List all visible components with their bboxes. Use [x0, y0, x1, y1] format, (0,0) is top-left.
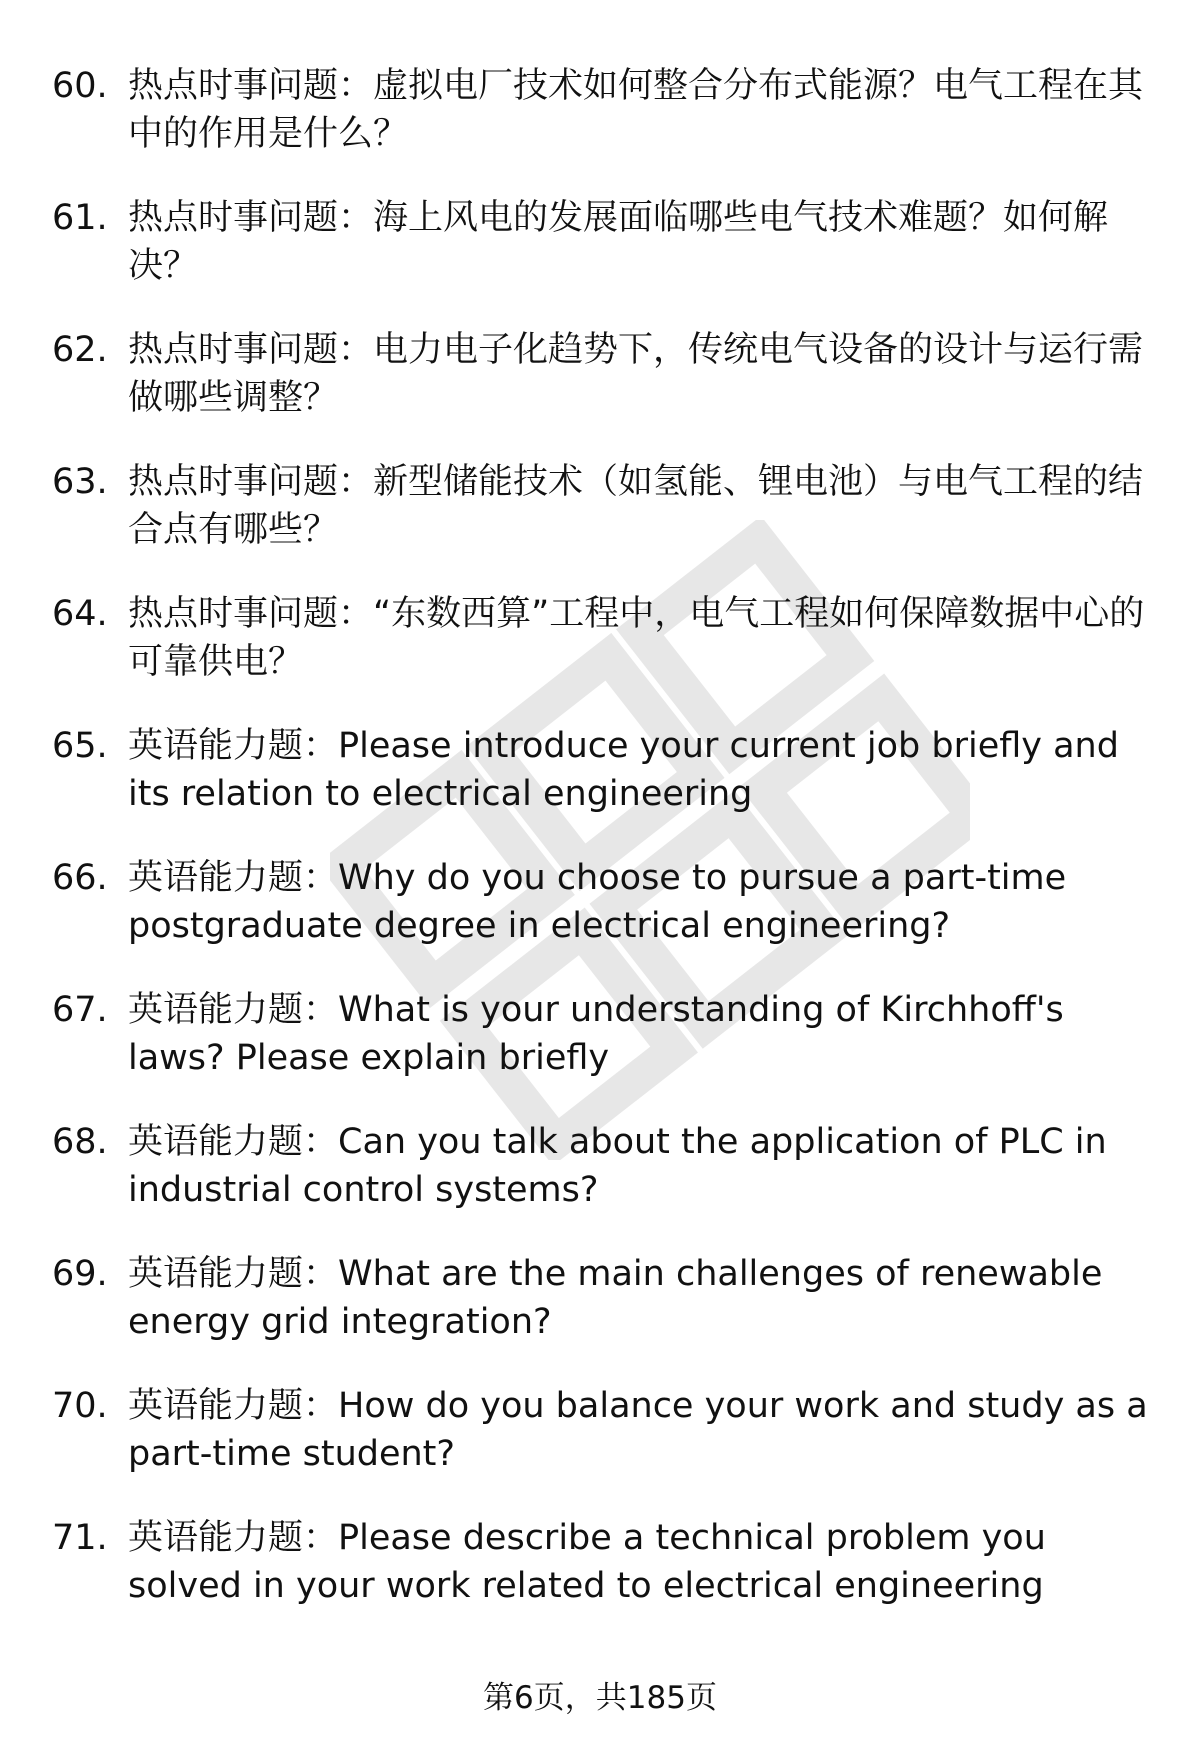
question-number: 66. [52, 858, 108, 898]
question-item [0, 194, 1200, 326]
question-text: 热点时事问题：“东数西算”工程中，电气工程如何保障数据中心的可靠供电？ [128, 594, 1145, 682]
question-text: 热点时事问题：海上风电的发展面临哪些电气技术难题？如何解决？ [128, 198, 1109, 286]
question-item [0, 1382, 1200, 1514]
question-text: 英语能力题：Please describe a technical problem you solved in your work related to electrical engineering [128, 1518, 1046, 1606]
question-text: 热点时事问题：新型储能技术（如氢能、锂电池）与电气工程的结合点有哪些？ [128, 462, 1144, 550]
question-item [0, 1514, 1200, 1646]
question-item [0, 986, 1200, 1118]
question-item [0, 458, 1200, 590]
page-footer: 第6页，共185页 [483, 1680, 717, 1716]
question-item [0, 326, 1200, 458]
question-number: 68. [52, 1122, 108, 1162]
question-number: 63. [52, 462, 108, 502]
question-number: 60. [52, 66, 108, 106]
question-item [0, 722, 1200, 854]
question-number: 71. [52, 1518, 108, 1558]
question-text: 英语能力题：How do you balance your work and study as a part-time student? [128, 1386, 1148, 1474]
question-item [0, 854, 1200, 986]
question-text: 英语能力题：Why do you choose to pursue a part-time postgraduate degree in electrical engineering? [128, 858, 1067, 946]
question-item [0, 590, 1200, 722]
question-item [0, 62, 1200, 194]
question-item [0, 1118, 1200, 1250]
question-item [0, 1250, 1200, 1382]
question-number: 61. [52, 198, 108, 238]
question-number: 65. [52, 726, 108, 766]
question-list [0, 62, 1200, 1646]
question-number: 64. [52, 594, 108, 634]
question-text: 英语能力题：What is your understanding of Kirchhoff's laws? Please explain briefly [128, 990, 1064, 1078]
question-text: 热点时事问题：电力电子化趋势下，传统电气设备的设计与运行需做哪些调整？ [128, 330, 1144, 418]
question-text: 英语能力题：Please introduce your current job briefly and its relation to electrical engineering [128, 726, 1119, 814]
question-number: 62. [52, 330, 108, 370]
question-text: 热点时事问题：虚拟电厂技术如何整合分布式能源？电气工程在其中的作用是什么？ [128, 66, 1144, 154]
question-text: 英语能力题：What are the main challenges of renewable energy grid integration? [128, 1254, 1103, 1342]
question-number: 67. [52, 990, 108, 1030]
question-text: 英语能力题：Can you talk about the application of PLC in industrial control systems? [128, 1122, 1107, 1210]
question-number: 70. [52, 1386, 108, 1426]
question-number: 69. [52, 1254, 108, 1294]
